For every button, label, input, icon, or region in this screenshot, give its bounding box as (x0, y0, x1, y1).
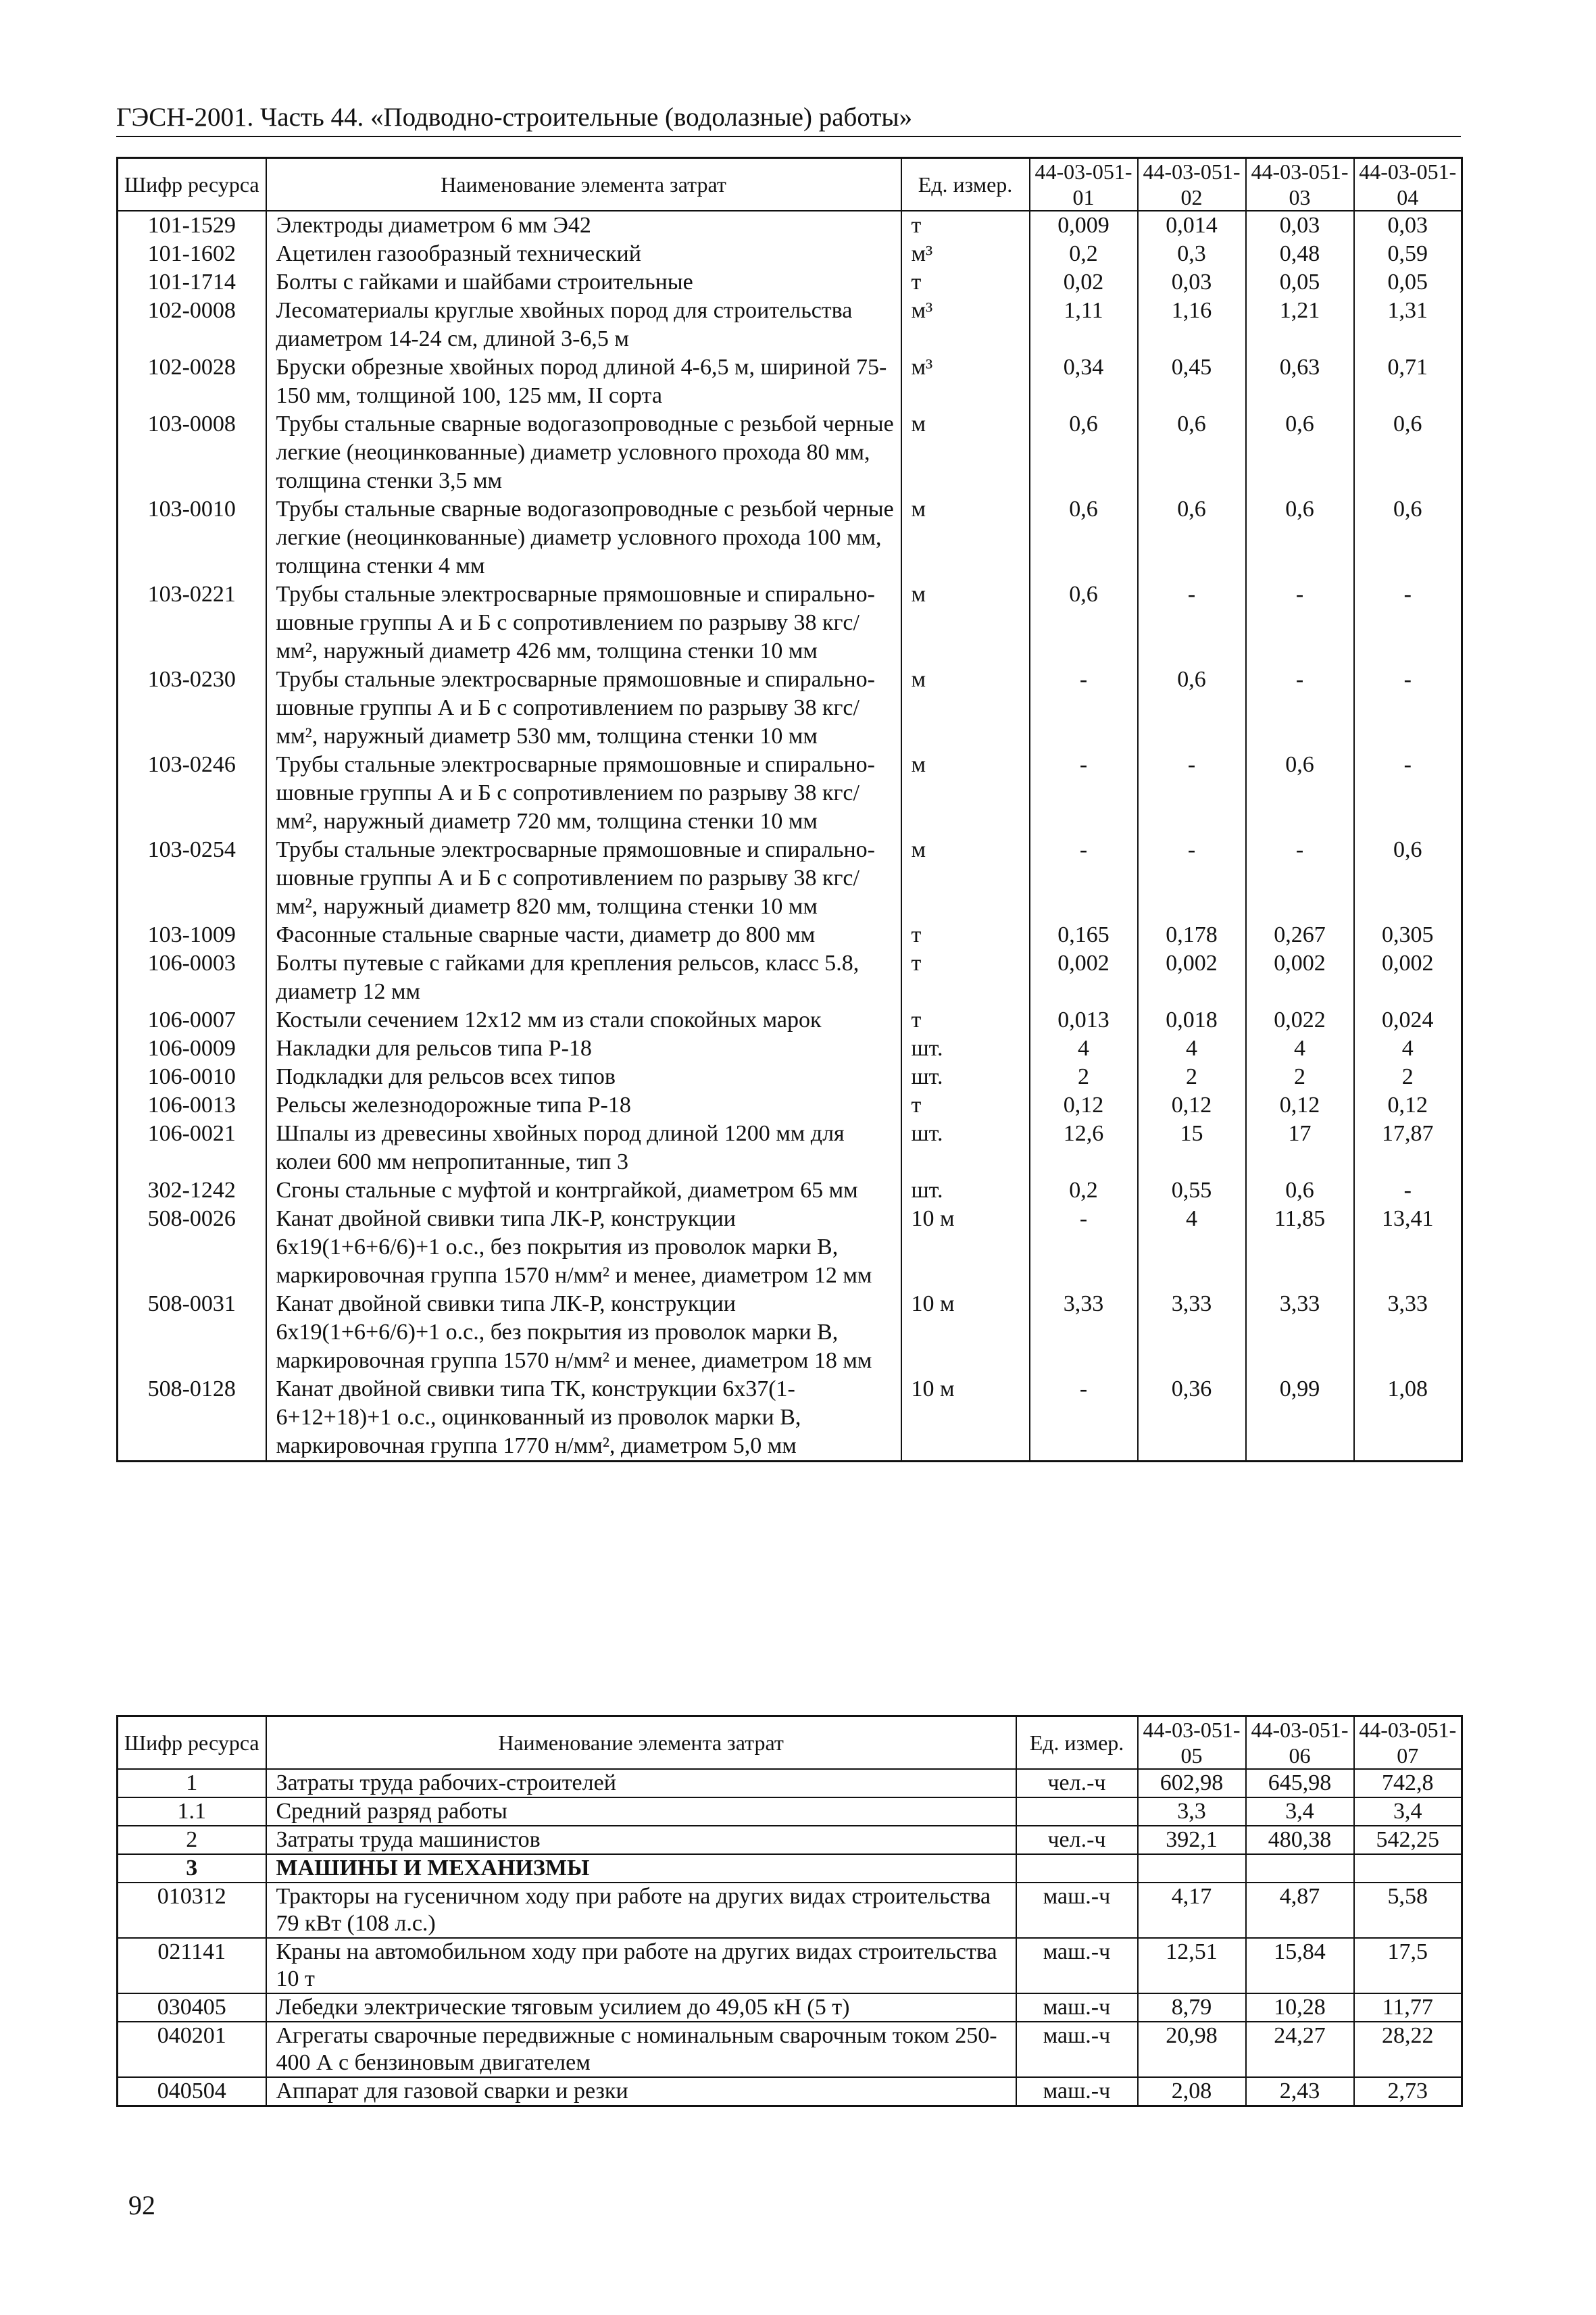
unit-of-measure: 10 м (901, 1375, 1030, 1462)
unit-of-measure: чел.-ч (1016, 1826, 1138, 1854)
norm-value: 0,34 (1030, 353, 1138, 410)
table-header-row (118, 158, 1462, 211)
resource-code: 103-1009 (118, 921, 266, 949)
header-col-4: 44-03-051-04 (1354, 158, 1462, 211)
table-header-row (118, 1716, 1462, 1770)
norm-value: 480,38 (1246, 1826, 1354, 1854)
header-col-1: 44-03-051-01 (1030, 158, 1138, 211)
unit-of-measure: маш.-ч (1016, 2022, 1138, 2077)
resource-code: 106-0010 (118, 1063, 266, 1091)
resource-code: 103-0010 (118, 495, 266, 580)
norm-value: 3,4 (1246, 1797, 1354, 1826)
norm-value: 17,5 (1354, 1938, 1462, 1993)
header-unit: Ед. измер. (1016, 1716, 1138, 1770)
cost-element-name: Болты с гайками и шайбами строительные (266, 268, 901, 297)
table-row (118, 751, 1462, 836)
norm-value: 0,48 (1246, 240, 1354, 268)
norm-value: 0,6 (1354, 495, 1462, 580)
norm-value: 0,018 (1138, 1006, 1246, 1035)
cost-element-name: Канат двойной свивки типа ЛК-Р, конструкции 6х19(1+6+6/6)+1 о.с., без покрытия из проволок марки В, маркировочная группа 1570 н/мм² и менее, диаметром 18 мм (266, 1290, 901, 1375)
resource-code: 1.1 (118, 1797, 266, 1826)
unit-of-measure: м³ (901, 353, 1030, 410)
cost-element-name: Электроды диаметром 6 мм Э42 (266, 211, 901, 240)
unit-of-measure: т (901, 1091, 1030, 1120)
norm-value: 17,87 (1354, 1120, 1462, 1176)
resource-code: 1 (118, 1769, 266, 1797)
resource-code: 103-0008 (118, 410, 266, 495)
norm-value (1354, 1854, 1462, 1883)
norm-value: - (1354, 751, 1462, 836)
norm-value: 0,99 (1246, 1375, 1354, 1462)
norm-value: 0,03 (1138, 268, 1246, 297)
materials-table (116, 157, 1463, 1462)
cost-element-name: Канат двойной свивки типа ТК, конструкции 6х37(1-6+12+18)+1 о.с., оцинкованный из проволок марки В, маркировочная группа 1770 н/мм², диаметром 5,0 мм (266, 1375, 901, 1462)
unit-of-measure: маш.-ч (1016, 1938, 1138, 1993)
norm-value: 3,4 (1354, 1797, 1462, 1826)
cost-element-name: Краны на автомобильном ходу при работе на других видах строительства 10 т (266, 1938, 1016, 1993)
cost-element-name: Средний разряд работы (266, 1797, 1016, 1826)
resource-code: 103-0221 (118, 580, 266, 666)
norm-value: 2 (1354, 1063, 1462, 1091)
table-row (118, 297, 1462, 353)
norm-value: 602,98 (1138, 1769, 1246, 1797)
unit-of-measure: м³ (901, 297, 1030, 353)
norm-value: - (1138, 580, 1246, 666)
unit-of-measure: м³ (901, 240, 1030, 268)
table-row (118, 2077, 1462, 2106)
resource-code: 101-1529 (118, 211, 266, 240)
unit-of-measure: м (901, 495, 1030, 580)
norm-value: 11,85 (1246, 1205, 1354, 1290)
norm-value: 0,2 (1030, 240, 1138, 268)
header-unit: Ед. измер. (901, 158, 1030, 211)
norm-value: 0,12 (1030, 1091, 1138, 1120)
cost-element-name: Бруски обрезные хвойных пород длиной 4-6,5 м, шириной 75-150 мм, толщиной 100, 125 мм, II сорта (266, 353, 901, 410)
header-col-7: 44-03-051-07 (1354, 1716, 1462, 1770)
unit-of-measure: маш.-ч (1016, 2077, 1138, 2106)
norm-value: 0,03 (1354, 211, 1462, 240)
unit-of-measure: шт. (901, 1035, 1030, 1063)
cost-element-name: Трубы стальные электросварные прямошовные и спирально-шовные группы А и Б с сопротивлением по разрыву 38 кгс/мм², наружный диаметр 426 мм, толщина стенки 10 мм (266, 580, 901, 666)
table-row (118, 1375, 1462, 1462)
norm-value: 0,05 (1354, 268, 1462, 297)
cost-element-name: Тракторы на гусеничном ходу при работе на других видах строительства 79 кВт (108 л.с.) (266, 1883, 1016, 1938)
header-code: Шифр ресурса (118, 1716, 266, 1770)
table-row (118, 240, 1462, 268)
norm-value: 10,28 (1246, 1993, 1354, 2022)
table-row (118, 2022, 1462, 2077)
norm-value: 0,6 (1246, 751, 1354, 836)
norm-value: 0,63 (1246, 353, 1354, 410)
norm-value: 8,79 (1138, 1993, 1246, 2022)
table-row (118, 353, 1462, 410)
norm-value: - (1354, 1176, 1462, 1205)
unit-of-measure: т (901, 211, 1030, 240)
table-row (118, 580, 1462, 666)
resource-code: 106-0013 (118, 1091, 266, 1120)
norm-value: 0,002 (1246, 949, 1354, 1006)
norm-value: 0,002 (1138, 949, 1246, 1006)
resource-code: 2 (118, 1826, 266, 1854)
norm-value: 0,6 (1030, 410, 1138, 495)
table-row (118, 1826, 1462, 1854)
norm-value: 0,45 (1138, 353, 1246, 410)
header-col-5: 44-03-051-05 (1138, 1716, 1246, 1770)
cost-element-name: Трубы стальные электросварные прямошовные и спирально-шовные группы А и Б с сопротивлением по разрыву 38 кгс/мм², наружный диаметр 820 мм, толщина стенки 10 мм (266, 836, 901, 921)
table-row (118, 1797, 1462, 1826)
norm-value: 0,6 (1138, 410, 1246, 495)
cost-element-name: Трубы стальные электросварные прямошовные и спирально-шовные группы А и Б с сопротивлением по разрыву 38 кгс/мм², наружный диаметр 720 мм, толщина стенки 10 мм (266, 751, 901, 836)
table-row (118, 1883, 1462, 1938)
norm-value: 392,1 (1138, 1826, 1246, 1854)
resource-code: 106-0003 (118, 949, 266, 1006)
resource-code: 040504 (118, 2077, 266, 2106)
norm-value: 20,98 (1138, 2022, 1246, 2077)
cost-element-name: Ацетилен газообразный технический (266, 240, 901, 268)
unit-of-measure: маш.-ч (1016, 1993, 1138, 2022)
header-name: Наименование элемента затрат (266, 158, 901, 211)
norm-value: 0,267 (1246, 921, 1354, 949)
labor-machines-table (116, 1715, 1463, 2107)
resource-code: 103-0246 (118, 751, 266, 836)
norm-value: 12,51 (1138, 1938, 1246, 1993)
resource-code: 101-1714 (118, 268, 266, 297)
norm-value: 15 (1138, 1120, 1246, 1176)
norm-value: - (1030, 1375, 1138, 1462)
resource-code: 102-0028 (118, 353, 266, 410)
norm-value: 3,33 (1030, 1290, 1138, 1375)
norm-value: - (1030, 836, 1138, 921)
norm-value: 0,013 (1030, 1006, 1138, 1035)
resource-code: 106-0021 (118, 1120, 266, 1176)
cost-element-name: Подкладки для рельсов всех типов (266, 1063, 901, 1091)
norm-value: 0,014 (1138, 211, 1246, 240)
norm-value: 0,009 (1030, 211, 1138, 240)
norm-value: - (1138, 836, 1246, 921)
norm-value: - (1246, 836, 1354, 921)
unit-of-measure (1016, 1854, 1138, 1883)
norm-value: 2 (1138, 1063, 1246, 1091)
resource-code: 103-0254 (118, 836, 266, 921)
cost-element-name: Лесоматериалы круглые хвойных пород для строительства диаметром 14-24 см, длиной 3-6,5 м (266, 297, 901, 353)
norm-value: 12,6 (1030, 1120, 1138, 1176)
norm-value: 2 (1246, 1063, 1354, 1091)
norm-value: 4 (1030, 1035, 1138, 1063)
norm-value: 2 (1030, 1063, 1138, 1091)
norm-value: 0,12 (1246, 1091, 1354, 1120)
unit-of-measure: маш.-ч (1016, 1883, 1138, 1938)
norm-value: 0,2 (1030, 1176, 1138, 1205)
unit-of-measure: м (901, 836, 1030, 921)
norm-value: 0,6 (1138, 666, 1246, 751)
cost-element-name: Трубы стальные сварные водогазопроводные с резьбой черные легкие (неоцинкованные) диаметр условного прохода 100 мм, толщина стенки 4 мм (266, 495, 901, 580)
table-row (118, 1006, 1462, 1035)
table-row (118, 1290, 1462, 1375)
cost-element-name: Сгоны стальные с муфтой и контргайкой, диаметром 65 мм (266, 1176, 901, 1205)
unit-of-measure: т (901, 1006, 1030, 1035)
table-row (118, 1063, 1462, 1091)
norm-value: - (1030, 751, 1138, 836)
norm-value: - (1030, 666, 1138, 751)
unit-of-measure: м (901, 751, 1030, 836)
norm-value: - (1138, 751, 1246, 836)
norm-value: 2,08 (1138, 2077, 1246, 2106)
resource-code: 106-0009 (118, 1035, 266, 1063)
cost-element-name: Шпалы из древесины хвойных пород длиной 1200 мм для колеи 600 мм непропитанные, тип 3 (266, 1120, 901, 1176)
unit-of-measure: чел.-ч (1016, 1769, 1138, 1797)
norm-value: 2,73 (1354, 2077, 1462, 2106)
norm-value: 1,08 (1354, 1375, 1462, 1462)
table-row (118, 211, 1462, 240)
resource-code: 101-1602 (118, 240, 266, 268)
cost-element-name: Агрегаты сварочные передвижные с номинальным сварочным током 250-400 А с бензиновым двигателем (266, 2022, 1016, 2077)
unit-of-measure: 10 м (901, 1290, 1030, 1375)
cost-element-name: Затраты труда рабочих-строителей (266, 1769, 1016, 1797)
norm-value: 4 (1138, 1205, 1246, 1290)
table-row (118, 1205, 1462, 1290)
cost-element-name: МАШИНЫ И МЕХАНИЗМЫ (266, 1854, 1016, 1883)
norm-value: 0,12 (1138, 1091, 1246, 1120)
resource-code: 106-0007 (118, 1006, 266, 1035)
unit-of-measure: м (901, 580, 1030, 666)
norm-value (1246, 1854, 1354, 1883)
norm-value: - (1354, 666, 1462, 751)
norm-value: 5,58 (1354, 1883, 1462, 1938)
table-row (118, 921, 1462, 949)
header-name: Наименование элемента затрат (266, 1716, 1016, 1770)
norm-value: 0,03 (1246, 211, 1354, 240)
norm-value: 1,16 (1138, 297, 1246, 353)
norm-value: 3,33 (1246, 1290, 1354, 1375)
norm-value: 0,3 (1138, 240, 1246, 268)
table-row (118, 1938, 1462, 1993)
page-number: 92 (128, 2190, 155, 2220)
norm-value: 0,6 (1246, 495, 1354, 580)
norm-value: 742,8 (1354, 1769, 1462, 1797)
norm-value: 0,59 (1354, 240, 1462, 268)
cost-element-name: Рельсы железнодорожные типа Р-18 (266, 1091, 901, 1120)
cost-element-name: Аппарат для газовой сварки и резки (266, 2077, 1016, 2106)
unit-of-measure: 10 м (901, 1205, 1030, 1290)
norm-value: 0,6 (1138, 495, 1246, 580)
table-row (118, 949, 1462, 1006)
table-row (118, 1176, 1462, 1205)
table-row (118, 410, 1462, 495)
norm-value: 11,77 (1354, 1993, 1462, 2022)
table-row (118, 268, 1462, 297)
norm-value: 0,6 (1246, 1176, 1354, 1205)
norm-value: 0,6 (1354, 836, 1462, 921)
unit-of-measure: м (901, 666, 1030, 751)
cost-element-name: Костыли сечением 12х12 мм из стали спокойных марок (266, 1006, 901, 1035)
norm-value: 0,6 (1030, 495, 1138, 580)
norm-value: 0,71 (1354, 353, 1462, 410)
norm-value: 17 (1246, 1120, 1354, 1176)
header-col-3: 44-03-051-03 (1246, 158, 1354, 211)
section-row (118, 1854, 1462, 1883)
cost-element-name: Лебедки электрические тяговым усилием до 49,05 кН (5 т) (266, 1993, 1016, 2022)
norm-value: 1,31 (1354, 297, 1462, 353)
cost-element-name: Болты путевые с гайками для крепления рельсов, класс 5.8, диаметр 12 мм (266, 949, 901, 1006)
unit-of-measure: шт. (901, 1120, 1030, 1176)
resource-code: 102-0008 (118, 297, 266, 353)
norm-value: 0,6 (1246, 410, 1354, 495)
resource-code: 302-1242 (118, 1176, 266, 1205)
header-code: Шифр ресурса (118, 158, 266, 211)
table-row (118, 1120, 1462, 1176)
resource-code: 040201 (118, 2022, 266, 2077)
norm-value: 4 (1138, 1035, 1246, 1063)
norm-value: 0,305 (1354, 921, 1462, 949)
unit-of-measure: т (901, 921, 1030, 949)
norm-value: - (1030, 1205, 1138, 1290)
norm-value: 4,17 (1138, 1883, 1246, 1938)
norm-value: 0,6 (1354, 410, 1462, 495)
norm-value: 0,022 (1246, 1006, 1354, 1035)
norm-value (1138, 1854, 1246, 1883)
norm-value: 0,165 (1030, 921, 1138, 949)
unit-of-measure: м (901, 410, 1030, 495)
norm-value: 0,178 (1138, 921, 1246, 949)
cost-element-name: Затраты труда машинистов (266, 1826, 1016, 1854)
norm-value: 24,27 (1246, 2022, 1354, 2077)
unit-of-measure (1016, 1797, 1138, 1826)
norm-value: 0,05 (1246, 268, 1354, 297)
norm-value: 0,02 (1030, 268, 1138, 297)
table-row (118, 666, 1462, 751)
table-row (118, 1769, 1462, 1797)
resource-code: 508-0128 (118, 1375, 266, 1462)
page-header-title: ГЭСН-2001. Часть 44. «Подводно-строительные (водолазные) работы» (116, 103, 1461, 137)
norm-value: 0,55 (1138, 1176, 1246, 1205)
resource-code: 103-0230 (118, 666, 266, 751)
unit-of-measure: шт. (901, 1063, 1030, 1091)
resource-code: 3 (118, 1854, 266, 1883)
table-row (118, 1993, 1462, 2022)
cost-element-name: Трубы стальные электросварные прямошовные и спирально-шовные группы А и Б с сопротивлением по разрыву 38 кгс/мм², наружный диаметр 530 мм, толщина стенки 10 мм (266, 666, 901, 751)
table-row (118, 495, 1462, 580)
norm-value: 3,33 (1354, 1290, 1462, 1375)
norm-value: 3,3 (1138, 1797, 1246, 1826)
unit-of-measure: шт. (901, 1176, 1030, 1205)
norm-value: 0,6 (1030, 580, 1138, 666)
resource-code: 508-0031 (118, 1290, 266, 1375)
norm-value: - (1246, 580, 1354, 666)
norm-value: 4,87 (1246, 1883, 1354, 1938)
norm-value: 28,22 (1354, 2022, 1462, 2077)
resource-code: 021141 (118, 1938, 266, 1993)
norm-value: 3,33 (1138, 1290, 1246, 1375)
cost-element-name: Накладки для рельсов типа Р-18 (266, 1035, 901, 1063)
norm-value: 13,41 (1354, 1205, 1462, 1290)
norm-value: - (1354, 580, 1462, 666)
resource-code: 508-0026 (118, 1205, 266, 1290)
norm-value: 4 (1246, 1035, 1354, 1063)
norm-value: 2,43 (1246, 2077, 1354, 2106)
norm-value: 0,12 (1354, 1091, 1462, 1120)
table-row (118, 836, 1462, 921)
norm-value: 4 (1354, 1035, 1462, 1063)
cost-element-name: Трубы стальные сварные водогазопроводные с резьбой черные легкие (неоцинкованные) диаметр условного прохода 80 мм, толщина стенки 3,5 мм (266, 410, 901, 495)
norm-value: 0,002 (1354, 949, 1462, 1006)
norm-value: 0,002 (1030, 949, 1138, 1006)
norm-value: 1,21 (1246, 297, 1354, 353)
norm-value: 0,024 (1354, 1006, 1462, 1035)
unit-of-measure: т (901, 268, 1030, 297)
norm-value: - (1246, 666, 1354, 751)
table-row (118, 1091, 1462, 1120)
norm-value: 542,25 (1354, 1826, 1462, 1854)
norm-value: 15,84 (1246, 1938, 1354, 1993)
resource-code: 030405 (118, 1993, 266, 2022)
norm-value: 645,98 (1246, 1769, 1354, 1797)
norm-value: 0,36 (1138, 1375, 1246, 1462)
cost-element-name: Канат двойной свивки типа ЛК-Р, конструкции 6х19(1+6+6/6)+1 о.с., без покрытия из проволок марки В, маркировочная группа 1570 н/мм² и менее, диаметром 12 мм (266, 1205, 901, 1290)
norm-value: 1,11 (1030, 297, 1138, 353)
resource-code: 010312 (118, 1883, 266, 1938)
header-col-2: 44-03-051-02 (1138, 158, 1246, 211)
table-row (118, 1035, 1462, 1063)
header-col-6: 44-03-051-06 (1246, 1716, 1354, 1770)
cost-element-name: Фасонные стальные сварные части, диаметр до 800 мм (266, 921, 901, 949)
unit-of-measure: т (901, 949, 1030, 1006)
